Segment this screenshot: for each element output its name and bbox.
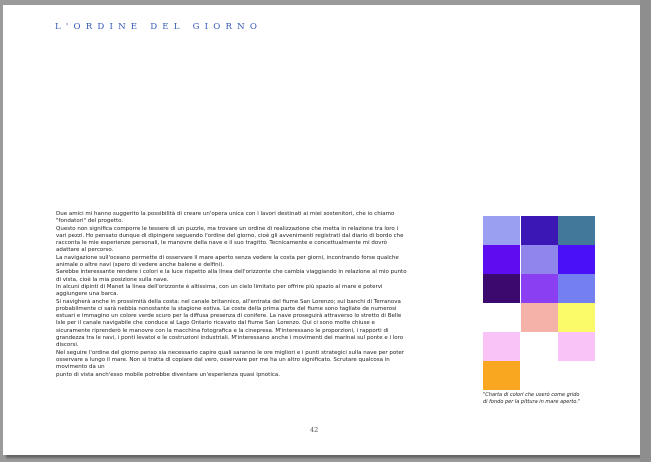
paragraph: Due amici mi hanno suggerito la possibilità di creare un'opera unica con i lavori destinati ai miei sostenitori, che io chiamo "fondatori" del progetto. <box>56 211 395 225</box>
paragraph: La navigazione sull'oceano permette di osservare il mare aperto senza vedere la costa per giorni, incontrando forse qualche animale o altre navi (spero di vedere anche balene e delfini). <box>56 254 399 269</box>
color-swatch <box>521 303 558 332</box>
page-header-title: L'ORDINE DEL GIORNO <box>55 22 263 32</box>
color-swatch <box>521 361 558 390</box>
color-swatch <box>483 216 520 245</box>
color-swatch <box>558 216 595 245</box>
color-swatch <box>483 332 520 361</box>
paragraph: Nel seguire l'ordine del giorno penso sia necessario capire quali saranno le ore migliori e i punti strategici sulla nave per poter osservare a lungo il mare. Non si tratta di copiare dal vero, osservare per me ha un altro significato. Scrutare qualcosa in movimento da un <box>56 349 404 371</box>
color-swatch <box>558 274 595 303</box>
color-chart-grid <box>483 216 595 390</box>
paragraph: Si navigherà anche in prossimità della costa: nel canale britannico, all'entrata del fiume San Lorenzo; sui banchi di Terranova probabilmente ci sarà nebbia nonostante la stagione estiva. Le coste della prima parte del fiume sono tagliate de numerosi estuari e immagino un colore verde scuro per la diffusa presenza di conifere. La nave proseguirà attraverso lo stretto di Belle Isle per il canale navigabile che conduce al Lago Ontario ricavato dal fiume San Lorenzo. Qui ci sono molte chiuse e sicuramente riprenderò le manovre con la macchina fotografica e la cinepresa. M'interessano le proporzioni, i rapporti di grandezza tra le navi, i ponti levatoi e le costruzioni industriali. M'interessano anche i movimenti dei marinai sul ponte e i loro discorsi. <box>56 298 404 349</box>
color-swatch <box>558 332 595 361</box>
viewer-background <box>640 0 651 462</box>
color-swatch <box>521 332 558 361</box>
color-swatch <box>483 245 520 274</box>
color-swatch <box>483 361 520 390</box>
color-swatch <box>558 245 595 274</box>
color-swatch <box>521 216 558 245</box>
color-swatch <box>483 303 520 332</box>
paragraph: punto di vista anch'esso mobile potrebbe diventare un'esperienza quasi ipnotica. <box>56 371 280 378</box>
page-number: 42 <box>310 426 319 434</box>
paragraph: Sarebbe interessante rendere i colori e la luce rispetto alla linea dell'orizzonte che cambia viaggiando in relazione al mio punto di vista, cioè la mia posizione sulla nave. <box>56 269 407 283</box>
color-swatch <box>521 245 558 274</box>
paragraph: In alcuni dipinti di Manet la linea dell'orizzonte è altissima, con un cielo limitato per offrire più spazio al mare e potervi aggiungere una barca. <box>56 283 383 298</box>
paragraph: Questo non significa comporre le tessere di un puzzle, ma trovare un ordine di realizzazione che metta in relazione tra loro i vari pezzi. Ho pensato dunque di dipingere seguendo l'ordine del giorno, cioè gli avvenimenti registrati dal diario di bordo che racconta le mie esperienze personali, le manovre della nave e il suo tragitto. Tecnicamente e concettualmente mi dovrò adattare al percorso. <box>56 225 404 254</box>
color-swatch <box>558 303 595 332</box>
color-swatch <box>483 274 520 303</box>
color-chart-caption: "Charta di colori che userò come grido di fondo per la pittura in mare aperto." <box>483 392 581 405</box>
color-swatch <box>521 274 558 303</box>
body-text <box>56 211 410 379</box>
color-swatch <box>558 361 595 390</box>
